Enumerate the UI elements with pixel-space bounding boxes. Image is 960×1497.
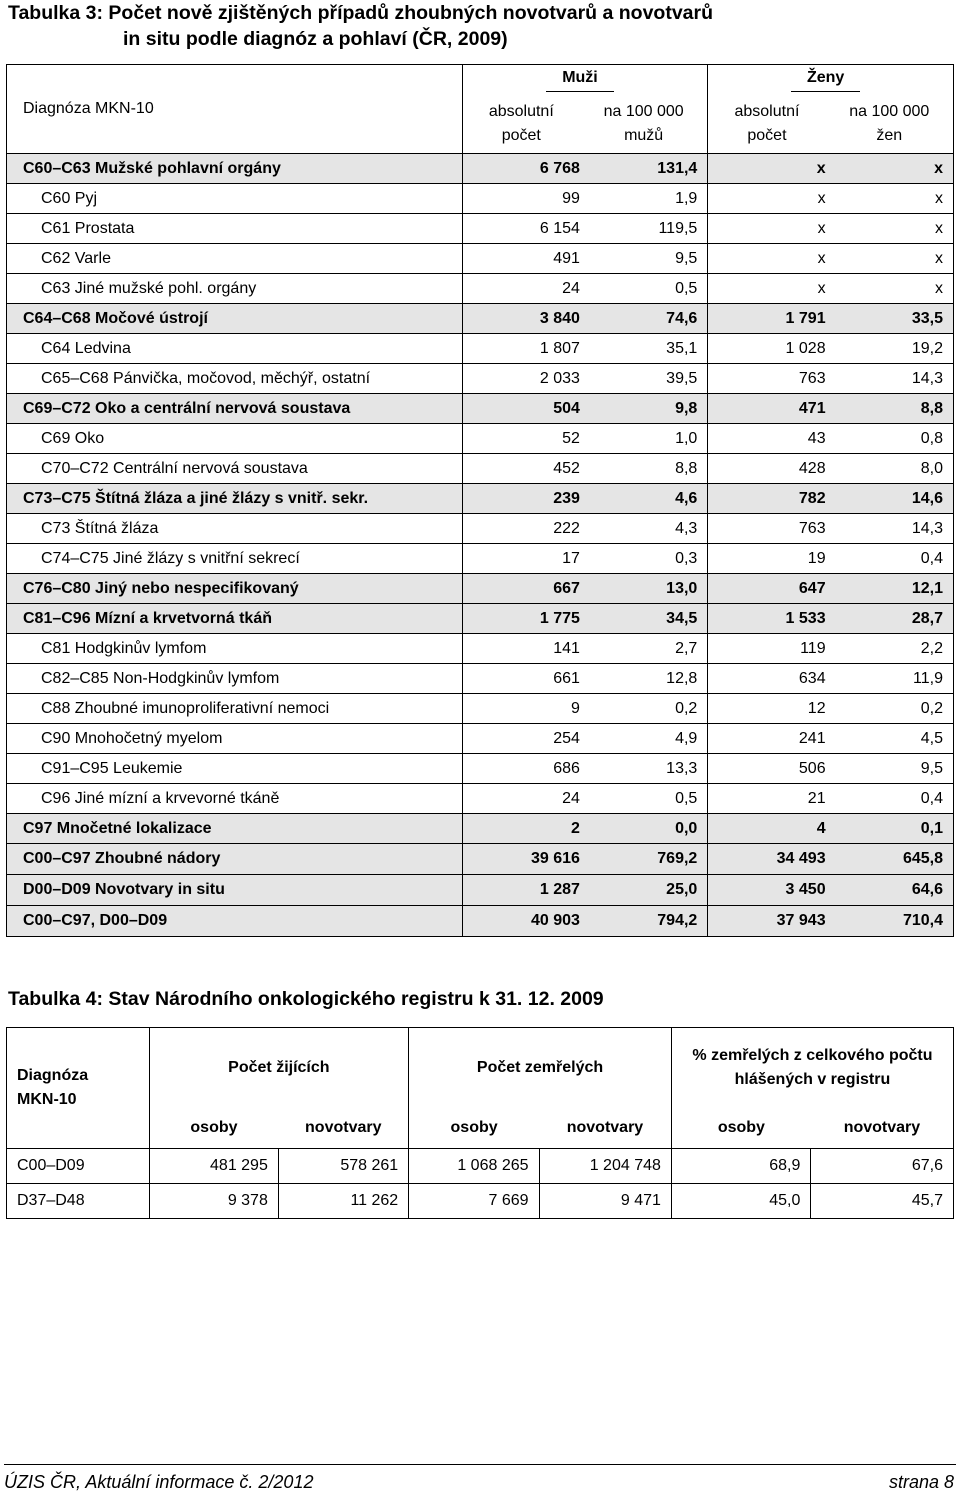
table3-value-cell: 0,2 bbox=[836, 694, 954, 724]
table4-value-cell: 9 471 bbox=[539, 1184, 671, 1219]
table3-value-cell: 9,5 bbox=[836, 754, 954, 784]
table3-diagnosis-cell: C96 Jiné mízní a krvevorné tkáně bbox=[7, 784, 463, 814]
table3-row bbox=[7, 484, 954, 514]
table3-row bbox=[7, 844, 954, 875]
table3-value-cell: 0,0 bbox=[590, 814, 708, 844]
table3-value-cell: 64,6 bbox=[836, 875, 954, 906]
table3-value-cell: 1 775 bbox=[462, 604, 590, 634]
table3-diagnosis-cell: C76–C80 Jiný nebo nespecifikovaný bbox=[7, 574, 463, 604]
table3-value-cell: 686 bbox=[462, 754, 590, 784]
table3-value-cell: 0,2 bbox=[590, 694, 708, 724]
table3-value-cell: 2,2 bbox=[836, 634, 954, 664]
table3-row bbox=[7, 514, 954, 544]
table3-value-cell: 119,5 bbox=[590, 214, 708, 244]
table3-row bbox=[7, 214, 954, 244]
table3-diagnosis-cell: C74–C75 Jiné žlázy s vnitřní sekrecí bbox=[7, 544, 463, 574]
table3-value-cell: 14,3 bbox=[836, 514, 954, 544]
table3-value-cell: 1 807 bbox=[462, 334, 590, 364]
table3-value-cell: 37 943 bbox=[708, 906, 836, 937]
table3-row bbox=[7, 634, 954, 664]
table3-title-line1: Tabulka 3: Počet nově zjištěných případů zhoubných novotvarů a novotvarů bbox=[8, 2, 714, 24]
table3-value-cell: 40 903 bbox=[462, 906, 590, 937]
table3-value-cell: 0,4 bbox=[836, 784, 954, 814]
table3-women-abs-header: absolutní počet bbox=[708, 95, 836, 154]
table3-row bbox=[7, 394, 954, 424]
table3-diagnosis-cell: C64–C68 Močové ústrojí bbox=[7, 304, 463, 334]
table3-diagnosis-cell: C63 Jiné mužské pohl. orgány bbox=[7, 274, 463, 304]
table3-value-cell: 1 028 bbox=[708, 334, 836, 364]
table3-row bbox=[7, 664, 954, 694]
table3-row bbox=[7, 784, 954, 814]
table4-value-cell: 1 204 748 bbox=[539, 1149, 671, 1184]
table4-sub-header: novotvary bbox=[811, 1108, 954, 1149]
table4-sub-header: novotvary bbox=[278, 1108, 408, 1149]
table3-value-cell: 452 bbox=[462, 454, 590, 484]
table3-value-cell: 2 033 bbox=[462, 364, 590, 394]
table3-value-cell: 19 bbox=[708, 544, 836, 574]
table4-sub-header: osoby bbox=[149, 1108, 278, 1149]
table4-header-row2 bbox=[7, 1108, 954, 1149]
table3-value-cell: 634 bbox=[708, 664, 836, 694]
table3-men-rate-header: na 100 000 mužů bbox=[590, 95, 708, 154]
footer-page-number: strana 8 bbox=[888, 1472, 954, 1492]
table3-women-header: Ženy bbox=[708, 65, 954, 96]
table4-value-cell: 67,6 bbox=[811, 1149, 954, 1184]
table4-header-row1 bbox=[7, 1028, 954, 1109]
table3-value-cell: 6 768 bbox=[462, 154, 590, 184]
table3-diag-header: Diagnóza MKN-10 bbox=[7, 65, 463, 154]
table3-value-cell: 647 bbox=[708, 574, 836, 604]
table3-diagnosis-cell: C73–C75 Štítná žláza a jiné žlázy s vnitř. sekr. bbox=[7, 484, 463, 514]
table3-diagnosis-cell: C69–C72 Oko a centrální nervová soustava bbox=[7, 394, 463, 424]
table3-diagnosis-cell: C90 Mnohočetný myelom bbox=[7, 724, 463, 754]
table3-value-cell: 9,8 bbox=[590, 394, 708, 424]
table3-value-cell: 19,2 bbox=[836, 334, 954, 364]
table4-diagnosis-cell: D37–D48 bbox=[7, 1184, 150, 1219]
table4-value-cell: 45,7 bbox=[811, 1184, 954, 1219]
table3-title bbox=[8, 0, 908, 52]
table3-value-cell: 9 bbox=[462, 694, 590, 724]
table3-row bbox=[7, 454, 954, 484]
table3-row bbox=[7, 604, 954, 634]
table4-value-cell: 1 068 265 bbox=[409, 1149, 539, 1184]
table4-row bbox=[7, 1184, 954, 1219]
table3-value-cell: 33,5 bbox=[836, 304, 954, 334]
table4-value-cell: 68,9 bbox=[671, 1149, 811, 1184]
table3-value-cell: 428 bbox=[708, 454, 836, 484]
table3-diagnosis-cell: C81 Hodgkinův lymfom bbox=[7, 634, 463, 664]
table3-diagnosis-cell: C62 Varle bbox=[7, 244, 463, 274]
table3-title-line2: in situ podle diagnóz a pohlaví (ČR, 2009) bbox=[123, 28, 508, 50]
table3-value-cell: 1 533 bbox=[708, 604, 836, 634]
table4-diagnosis-cell: C00–D09 bbox=[7, 1149, 150, 1184]
footer-divider bbox=[4, 1464, 956, 1465]
table3-body bbox=[7, 154, 954, 937]
table3-diagnosis-cell: C97 Mnočetné lokalizace bbox=[7, 814, 463, 844]
table3-value-cell: 119 bbox=[708, 634, 836, 664]
table3-value-cell: 14,6 bbox=[836, 484, 954, 514]
table3-value-cell: x bbox=[708, 214, 836, 244]
table4-value-cell: 481 295 bbox=[149, 1149, 278, 1184]
table3-value-cell: 222 bbox=[462, 514, 590, 544]
table3-diagnosis-cell: C00–C97 Zhoubné nádory bbox=[7, 844, 463, 875]
table4-title: Tabulka 4: Stav Národního onkologického registru k 31. 12. 2009 bbox=[8, 988, 604, 1010]
table3-diagnosis-cell: C00–C97, D00–D09 bbox=[7, 906, 463, 937]
table3-value-cell: 645,8 bbox=[836, 844, 954, 875]
table3-value-cell: 13,3 bbox=[590, 754, 708, 784]
table3-value-cell: 99 bbox=[462, 184, 590, 214]
table3-value-cell: 6 154 bbox=[462, 214, 590, 244]
table3-value-cell: 1,0 bbox=[590, 424, 708, 454]
table3-value-cell: 21 bbox=[708, 784, 836, 814]
table3-value-cell: 4,9 bbox=[590, 724, 708, 754]
table3-row bbox=[7, 875, 954, 906]
table3-value-cell: 4,6 bbox=[590, 484, 708, 514]
table3-value-cell: 2,7 bbox=[590, 634, 708, 664]
table3-row bbox=[7, 574, 954, 604]
table4-sub-header: novotvary bbox=[539, 1108, 671, 1149]
table3-value-cell: 12,8 bbox=[590, 664, 708, 694]
footer-publication: ÚZIS ČR, Aktuální informace č. 2/2012 bbox=[4, 1472, 314, 1492]
table3-value-cell: 661 bbox=[462, 664, 590, 694]
table3-row bbox=[7, 154, 954, 184]
table3-value-cell: 241 bbox=[708, 724, 836, 754]
table3-row bbox=[7, 724, 954, 754]
table3-value-cell: 52 bbox=[462, 424, 590, 454]
table3-diagnosis-cell: C81–C96 Mízní a krvetvorná tkáň bbox=[7, 604, 463, 634]
table3-diagnosis-cell: C73 Štítná žláza bbox=[7, 514, 463, 544]
table3-value-cell: 0,8 bbox=[836, 424, 954, 454]
table3-diagnosis-cell: C88 Zhoubné imunoproliferativní nemoci bbox=[7, 694, 463, 724]
table3-diagnosis-cell: C65–C68 Pánvička, močovod, měchýř, ostatní bbox=[7, 364, 463, 394]
table3-value-cell: 74,6 bbox=[590, 304, 708, 334]
table3-value-cell: 0,4 bbox=[836, 544, 954, 574]
table3-row bbox=[7, 694, 954, 724]
table3-value-cell: 254 bbox=[462, 724, 590, 754]
table3-value-cell: x bbox=[708, 154, 836, 184]
table3-value-cell: 0,5 bbox=[590, 274, 708, 304]
table3-value-cell: 506 bbox=[708, 754, 836, 784]
table3-value-cell: 8,0 bbox=[836, 454, 954, 484]
table3-value-cell: 1,9 bbox=[590, 184, 708, 214]
table3-value-cell: 1 791 bbox=[708, 304, 836, 334]
table3-value-cell: 4,3 bbox=[590, 514, 708, 544]
table4-alive-header: Počet žijících bbox=[149, 1028, 409, 1109]
table3-row bbox=[7, 814, 954, 844]
table3-value-cell: 24 bbox=[462, 274, 590, 304]
table3-row bbox=[7, 274, 954, 304]
table3-diagnosis-cell: C64 Ledvina bbox=[7, 334, 463, 364]
table3-diagnosis-cell: C60–C63 Mužské pohlavní orgány bbox=[7, 154, 463, 184]
table3-diagnosis-cell: C82–C85 Non-Hodgkinův lymfom bbox=[7, 664, 463, 694]
table3-value-cell: 0,5 bbox=[590, 784, 708, 814]
table3-value-cell: x bbox=[836, 154, 954, 184]
table3-value-cell: 34 493 bbox=[708, 844, 836, 875]
table3-value-cell: 8,8 bbox=[836, 394, 954, 424]
table3-value-cell: x bbox=[836, 214, 954, 244]
table3-value-cell: 1 287 bbox=[462, 875, 590, 906]
table3-header-row1 bbox=[7, 65, 954, 96]
table3-value-cell: 4,5 bbox=[836, 724, 954, 754]
table3-value-cell: 141 bbox=[462, 634, 590, 664]
table3-value-cell: 471 bbox=[708, 394, 836, 424]
table4-row bbox=[7, 1149, 954, 1184]
table3-value-cell: 491 bbox=[462, 244, 590, 274]
table3-value-cell: 28,7 bbox=[836, 604, 954, 634]
table4-value-cell: 7 669 bbox=[409, 1184, 539, 1219]
table3-value-cell: x bbox=[836, 244, 954, 274]
table3-value-cell: 34,5 bbox=[590, 604, 708, 634]
table3-value-cell: 13,0 bbox=[590, 574, 708, 604]
table3-value-cell: 3 840 bbox=[462, 304, 590, 334]
table3-value-cell: 710,4 bbox=[836, 906, 954, 937]
table3-row bbox=[7, 754, 954, 784]
table3-value-cell: 4 bbox=[708, 814, 836, 844]
table3-row bbox=[7, 544, 954, 574]
table4-sub-header: osoby bbox=[671, 1108, 811, 1149]
table3-value-cell: 12,1 bbox=[836, 574, 954, 604]
table3-diagnosis-cell: D00–D09 Novotvary in situ bbox=[7, 875, 463, 906]
table3-value-cell: 8,8 bbox=[590, 454, 708, 484]
table3-value-cell: 763 bbox=[708, 514, 836, 544]
table3-value-cell: 763 bbox=[708, 364, 836, 394]
table3-value-cell: x bbox=[836, 274, 954, 304]
table3-row bbox=[7, 334, 954, 364]
table3-value-cell: 39 616 bbox=[462, 844, 590, 875]
table3-value-cell: 25,0 bbox=[590, 875, 708, 906]
table3-value-cell: 11,9 bbox=[836, 664, 954, 694]
table3-row bbox=[7, 364, 954, 394]
table4 bbox=[6, 1027, 954, 1219]
table3-value-cell: 667 bbox=[462, 574, 590, 604]
table3-row bbox=[7, 184, 954, 214]
table3 bbox=[6, 64, 954, 937]
table3-value-cell: 14,3 bbox=[836, 364, 954, 394]
table3-value-cell: 3 450 bbox=[708, 875, 836, 906]
table4-diag-header: Diagnóza MKN-10 bbox=[7, 1028, 150, 1149]
table3-men-header: Muži bbox=[462, 65, 708, 96]
table3-value-cell: 504 bbox=[462, 394, 590, 424]
table3-value-cell: 24 bbox=[462, 784, 590, 814]
table3-row bbox=[7, 424, 954, 454]
table3-value-cell: 794,2 bbox=[590, 906, 708, 937]
table4-body bbox=[7, 1149, 954, 1219]
table4-sub-header: osoby bbox=[409, 1108, 539, 1149]
table3-row bbox=[7, 244, 954, 274]
table3-diagnosis-cell: C60 Pyj bbox=[7, 184, 463, 214]
table3-value-cell: 239 bbox=[462, 484, 590, 514]
table3-women-rate-header: na 100 000 žen bbox=[836, 95, 954, 154]
table4-value-cell: 45,0 bbox=[671, 1184, 811, 1219]
table3-value-cell: x bbox=[708, 274, 836, 304]
table3-value-cell: 12 bbox=[708, 694, 836, 724]
table3-value-cell: 769,2 bbox=[590, 844, 708, 875]
table3-diagnosis-cell: C69 Oko bbox=[7, 424, 463, 454]
table3-value-cell: 0,1 bbox=[836, 814, 954, 844]
table3-row bbox=[7, 906, 954, 937]
table4-pct-header: % zemřelých z celkového počtu hlášených v registru bbox=[671, 1028, 953, 1109]
table3-value-cell: x bbox=[836, 184, 954, 214]
table3-men-abs-header: absolutní počet bbox=[462, 95, 590, 154]
table3-diagnosis-cell: C70–C72 Centrální nervová soustava bbox=[7, 454, 463, 484]
table3-diagnosis-cell: C61 Prostata bbox=[7, 214, 463, 244]
table4-value-cell: 11 262 bbox=[278, 1184, 408, 1219]
table3-diagnosis-cell: C91–C95 Leukemie bbox=[7, 754, 463, 784]
table3-row bbox=[7, 304, 954, 334]
table4-dead-header: Počet zemřelých bbox=[409, 1028, 672, 1109]
table3-value-cell: 43 bbox=[708, 424, 836, 454]
table3-value-cell: 9,5 bbox=[590, 244, 708, 274]
table3-value-cell: 0,3 bbox=[590, 544, 708, 574]
table3-value-cell: 2 bbox=[462, 814, 590, 844]
table4-value-cell: 9 378 bbox=[149, 1184, 278, 1219]
table3-value-cell: 782 bbox=[708, 484, 836, 514]
table3-value-cell: x bbox=[708, 244, 836, 274]
table3-value-cell: 39,5 bbox=[590, 364, 708, 394]
table3-value-cell: 17 bbox=[462, 544, 590, 574]
table3-value-cell: 35,1 bbox=[590, 334, 708, 364]
table3-value-cell: x bbox=[708, 184, 836, 214]
table4-value-cell: 578 261 bbox=[278, 1149, 408, 1184]
table3-value-cell: 131,4 bbox=[590, 154, 708, 184]
